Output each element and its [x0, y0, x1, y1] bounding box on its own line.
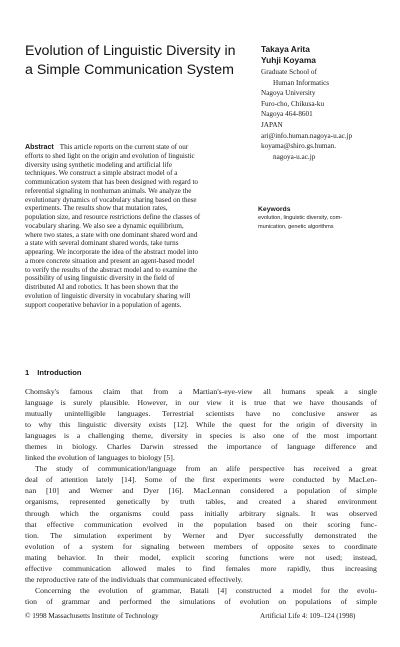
title-line: a Simple Communication System: [25, 62, 234, 78]
abstract-line: communication system that has been designed with regard to: [25, 178, 198, 186]
keywords-block: [258, 205, 393, 231]
body-line: that effective communication evolved in the population based on their scoring func-: [25, 519, 377, 529]
journal-citation: Artificial Life 4: 109–124 (1998): [260, 612, 356, 620]
body-line: linked the evolution of languages to biology [5].: [25, 453, 175, 463]
keywords-label: Keywords: [258, 206, 291, 213]
author-list: [261, 44, 396, 65]
abstract-line: diversity using synthetic modeling and artificial life: [25, 160, 172, 169]
affiliation-line: Furo-cho, Chikusa-ku: [261, 99, 325, 108]
body-line: through which the organisms could pass initially arbitrary signals. It was observed: [25, 508, 377, 518]
body-line: Chomsky's famous claim that from a Martian's-eye-view all humans speak a single: [25, 387, 377, 396]
section-title: Introduction: [37, 368, 82, 377]
paper-title: [25, 42, 255, 80]
body-line: nan [10] and Werner and Dyer [16]. MacLennan considered a population of simple: [25, 486, 377, 496]
body-line: tion of grammar and performed the simulations of evolution on populations of simple: [25, 596, 377, 606]
affiliation-line: Graduate School of: [261, 68, 317, 76]
body-line: the reproductive rate of the individuals that communicated effectively.: [25, 574, 243, 584]
body-line: deal of attention lately [14]. Some of the first experiments were conducted by MacLen-: [25, 475, 377, 485]
abstract-line: a state with several dominant shared words, take turns: [25, 239, 179, 248]
affiliation-line: Human Informatics: [273, 78, 330, 87]
body-line: effective communication allowed males to find females more rapidly, thus increasing: [25, 563, 377, 573]
abstract-line: evolution of linguistic diversity in vocabulary sharing will: [25, 291, 191, 300]
abstract-line: where two states, a state with one dominant shared word and: [25, 230, 198, 239]
affiliation-block: [261, 67, 396, 162]
abstract-line: distributed AI and robotics. It has been shown that the: [25, 283, 179, 291]
body-line: language is surely plausible. However, in our view it is true that we have thousands of: [25, 398, 377, 408]
title-line: Evolution of Linguistic Diversity in: [25, 43, 236, 59]
body-line: mutually unintelligible languages. Terrestrial scientists have no conclusive answer as: [25, 409, 377, 419]
keywords-text: [258, 214, 393, 231]
section-heading: [25, 368, 82, 377]
abstract-line: appearing. We incorporate the idea of the abstract model into: [25, 248, 199, 256]
affiliation-line: Nagoya 464-8601: [261, 110, 313, 119]
affiliation-line: JAPAN: [261, 120, 283, 129]
abstract-line: This article reports on the current state of our: [59, 143, 189, 151]
affiliation-line: Nagoya University: [261, 89, 316, 98]
abstract-line: vocabulary sharing. We also see a dynamic equilibrium,: [25, 221, 184, 230]
author-email: nagoya-u.ac.jp: [273, 152, 316, 161]
body-line: evolution of a system for signaling between members of opposite sexes to coordinate: [25, 541, 377, 551]
section-number: 1: [25, 368, 30, 377]
abstract-line: support cooperative behavior in a population of agents.: [25, 300, 182, 309]
author-name: Takaya Arita: [261, 44, 310, 54]
body-line: languages is a challenging theme, diversity in species is also one of the most important: [25, 431, 377, 441]
abstract-line: efforts to shed light on the origin and evolution of linguistic: [25, 151, 195, 160]
body-line: The study of communication/language from an alife perspective has received a great: [35, 464, 377, 474]
abstract-line: population size, and resource restrictions define the classes of: [25, 213, 201, 221]
abstract-line: evolutionary dynamics of vocabulary sharing based on these: [25, 195, 197, 204]
abstract-label: Abstract: [25, 143, 54, 151]
author-email: ari@info.human.nagoya-u.ac.jp: [261, 131, 353, 140]
abstract-line: possibility of using linguistic diversity in the field of: [25, 274, 175, 283]
keywords-line: evolution, linguistic diversity, com-: [258, 215, 343, 221]
abstract-line: techniques. We construct a simple abstract model of a: [25, 169, 178, 178]
abstract-line: to verify the results of the abstract model and to examine the: [25, 265, 197, 274]
body-line: mating behavior. In their model, explicit scoring functions were not used; instead,: [25, 552, 377, 562]
body-line: themes in biology. Charles Darwin stressed the importance of language difference and: [25, 442, 377, 452]
body-line: Concerning the evolution of grammar, Batali [4] constructed a model for the evolu-: [35, 585, 377, 595]
author-email: koyama@shiro.gs.human.: [261, 142, 337, 151]
body-line: to why this linguistic diversity exists [12]. While the quest for the origin of diversity in: [25, 420, 377, 430]
body-line: organisms, represented genetically by truth tables, and created a shared environment: [25, 497, 377, 507]
abstract-line: experiments. The results show that mutation rates,: [25, 204, 168, 213]
abstract-line: referential signaling in nonhuman animals. We analyze the: [25, 186, 192, 195]
copyright-notice: © 1998 Massachusetts Institute of Technology: [25, 612, 159, 620]
abstract-line: a more concrete situation and present an agent-based model: [25, 256, 195, 265]
abstract: [25, 143, 258, 309]
keywords-line: munication, genetic algorithms: [258, 223, 334, 230]
author-name: Yuhji Koyama: [261, 54, 316, 65]
body-line: tion. The simulation experiment by Werner and Dyer successfully demonstrated the: [25, 530, 377, 540]
body-text: [25, 386, 377, 607]
